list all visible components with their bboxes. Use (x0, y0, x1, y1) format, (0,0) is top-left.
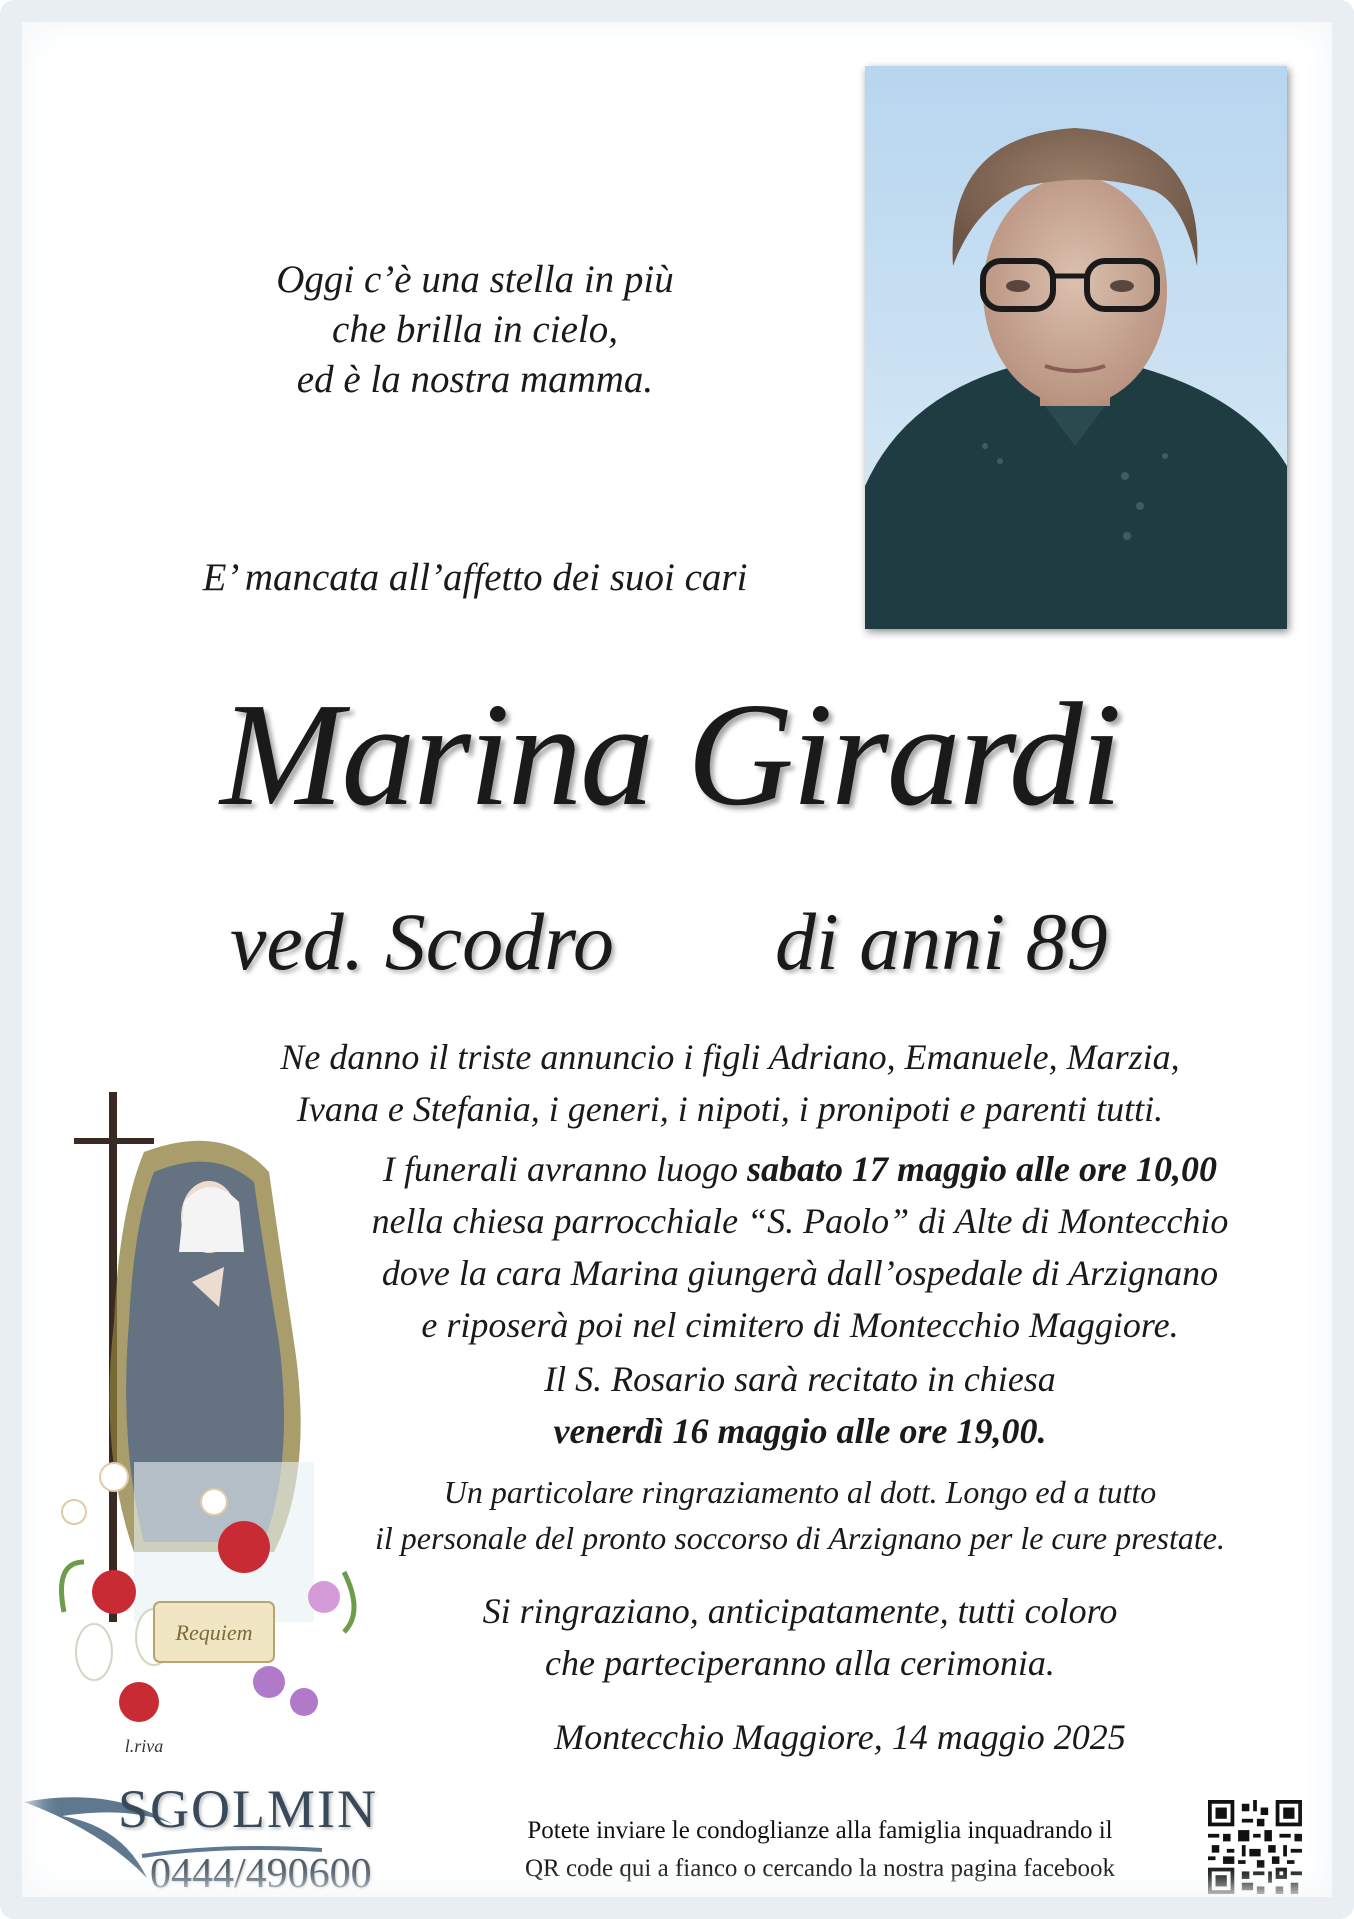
requiem-label: Requiem (175, 1620, 253, 1645)
thanks-line-1: Un particolare ringraziamento al dott. Longo ed a tutto (443, 1474, 1157, 1510)
funeral-prefix: I funerali avranno luogo (383, 1149, 747, 1189)
verse-line-2: che brilla in cielo, (332, 308, 618, 351)
funeral-line-3: dove la cara Marina giungerà dall’ospedale di Arzignano (381, 1253, 1219, 1293)
qr-code-icon[interactable] (1208, 1800, 1302, 1894)
agency-name: SGOLMIN (118, 1779, 379, 1839)
portrait-photo (865, 66, 1287, 629)
advance-thanks-line-2: che parteciperanno alla cerimonia. (545, 1643, 1055, 1683)
place-date: Montecchio Maggiore, 14 maggio 2025 (554, 1717, 1126, 1757)
age: di anni 89 (775, 896, 1108, 987)
funeral-line-2: nella chiesa parrocchiale “S. Paolo” di Alte di Montecchio (371, 1201, 1229, 1241)
condolences-line-2: QR code qui a fianco o cercando la nostra pagina facebook (524, 1855, 1116, 1882)
artist-signature: l.riva (124, 1736, 164, 1756)
rosary-date-time: venerdì 16 maggio alle ore 19,00. (553, 1411, 1047, 1451)
announcement-line-1: Ne danno il triste annuncio i figli Adriano, Emanuele, Marzia, (280, 1037, 1180, 1077)
verse-line-1: Oggi c’è una stella in più (276, 258, 674, 301)
verse-line-3: ed è la nostra mamma. (296, 358, 654, 401)
thanks-line-2: il personale del pronto soccorso di Arzignano per le cure prestate. (375, 1520, 1225, 1556)
rosary-line-1: Il S. Rosario sarà recitato in chiesa (544, 1359, 1056, 1399)
madonna-cross-flowers-svg (44, 1092, 364, 1768)
widow-of: ved. Scodro (230, 896, 615, 987)
advance-thanks-line-1: Si ringraziano, anticipatamente, tutti coloro (482, 1591, 1118, 1631)
deceased-name: Marina Girardi (220, 673, 1120, 837)
agency-phone: 0444/490600 (150, 1851, 372, 1897)
funeral-line-4: e riposerà poi nel cimitero di Montecchio Maggiore. (421, 1305, 1179, 1345)
condolences-line-1: Potete inviare le condoglianze alla famiglia inquadrando il (527, 1817, 1113, 1844)
funeral-date-time: sabato 17 maggio alle ore 10,00 (746, 1149, 1217, 1189)
funeral-line-1 (290, 1148, 1310, 1190)
condolences-note (470, 1812, 1170, 1888)
verse (210, 255, 740, 405)
announcement-line-2: Ivana e Stefania, i generi, i nipoti, i pronipoti e parenti tutti. (296, 1089, 1164, 1129)
intro-text: E’ mancata all’affetto dei suoi cari (202, 556, 748, 599)
madonna-cross-flowers-image (44, 1092, 364, 1768)
portrait-photo-image (865, 66, 1287, 629)
